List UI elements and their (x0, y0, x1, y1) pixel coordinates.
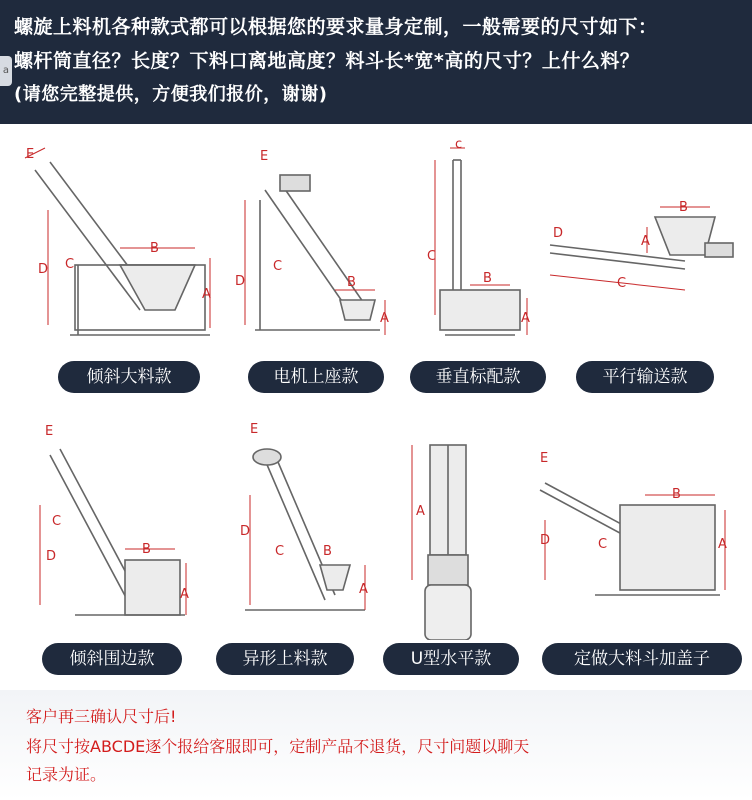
notice-line-1: 客户再三确认尺寸后! (26, 707, 177, 726)
notice-line-2: 将尺寸按ABCDE逐个报给客服即可，定制产品不退货，尺寸问题以聊天 (26, 737, 530, 756)
label-motor-top[interactable]: 电机上座款 (248, 361, 384, 393)
label-u-type-horizontal[interactable]: U型水平款 (383, 643, 519, 675)
notice-line-3: 记录为证。 (26, 765, 107, 784)
diagram-vertical-standard (415, 140, 540, 340)
dim-d: D (235, 274, 246, 289)
dim-d: D (540, 533, 551, 548)
dim-b: B (142, 542, 151, 557)
dim-e: E (260, 149, 269, 164)
dim-d: D (38, 262, 49, 277)
dim-d: D (46, 549, 57, 564)
diagram-u-type-horizontal (400, 440, 510, 640)
dim-c-small: c (455, 140, 463, 152)
dim-c: C (427, 249, 437, 264)
dim-c: C (275, 544, 285, 559)
diagram-custom-hopper-with-lid (520, 440, 745, 610)
dim-e: E (250, 422, 259, 437)
dim-a: A (202, 287, 211, 302)
diagram-special-shaped (225, 415, 385, 625)
dim-c: C (65, 257, 75, 272)
dim-b: B (483, 271, 492, 286)
requirements-banner (0, 0, 752, 124)
confirmation-notice (0, 690, 752, 800)
dim-e: E (26, 147, 35, 162)
diagram-inclined-enclosed (10, 415, 210, 625)
dim-c: C (617, 276, 627, 291)
label-custom-hopper-with-lid[interactable]: 定做大料斗加盖子 (542, 643, 742, 675)
diagram-inclined-large-hopper (10, 140, 220, 355)
diagram-motor-top (225, 140, 400, 355)
dim-b: B (347, 275, 356, 290)
dim-a: A (641, 234, 650, 249)
dim-a: A (359, 582, 368, 597)
dim-b: B (150, 241, 159, 256)
dim-c: C (273, 259, 283, 274)
label-special-shaped[interactable]: 异形上料款 (216, 643, 354, 675)
banner-line-2: 螺杆筒直径？长度？下料口离地高度？料斗长*宽*高的尺寸？上什么料？ (14, 50, 640, 72)
banner-line-3: (请您完整提供，方便我们报价，谢谢) (14, 84, 328, 105)
banner-line-1: 螺旋上料机各种款式都可以根据您的要求量身定制，一般需要的尺寸如下： (14, 16, 658, 38)
label-inclined-enclosed[interactable]: 倾斜围边款 (42, 643, 182, 675)
dim-b: B (679, 200, 688, 215)
side-collapse-tab[interactable]: a (0, 56, 12, 86)
dim-a: A (718, 537, 727, 552)
dim-b: B (672, 487, 681, 502)
dim-d: D (240, 524, 251, 539)
dim-a: A (521, 311, 530, 326)
dim-b: B (323, 544, 332, 559)
dim-a: A (180, 587, 189, 602)
diagram-parallel-conveying (545, 195, 745, 295)
dim-a: A (380, 311, 389, 326)
label-parallel-conveying[interactable]: 平行输送款 (576, 361, 714, 393)
dim-d: D (553, 226, 564, 241)
dim-e: E (45, 424, 54, 439)
label-inclined-large-hopper[interactable]: 倾斜大料款 (58, 361, 200, 393)
dim-c: C (52, 514, 62, 529)
dim-c: C (598, 537, 608, 552)
label-vertical-standard[interactable]: 垂直标配款 (410, 361, 546, 393)
dim-a: A (416, 504, 425, 519)
dim-e: E (540, 451, 549, 466)
